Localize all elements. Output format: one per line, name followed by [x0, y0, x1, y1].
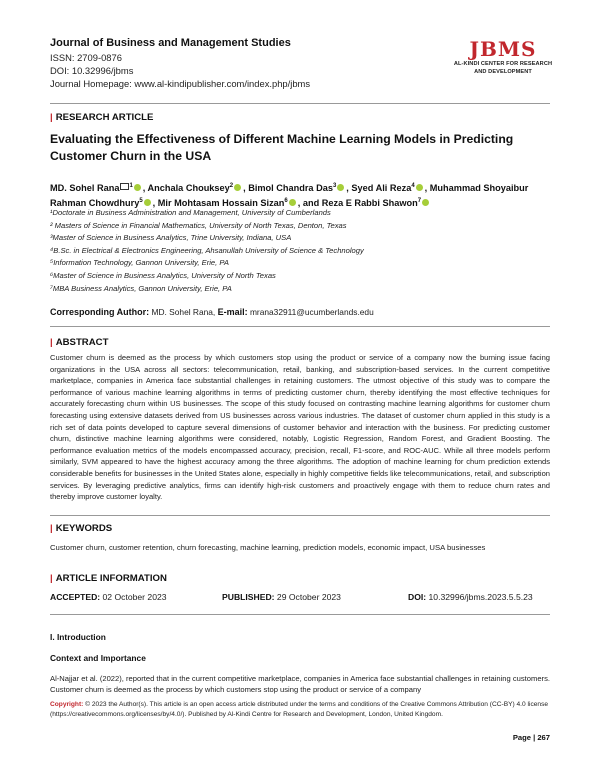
corresponding-author: Corresponding Author: MD. Sohel Rana, E-mail: mrana32911@ucumberlands.edu [50, 307, 374, 317]
author-2: Anchala Chouksey$^2$ , [147, 183, 249, 194]
introduction-heading: I. Introduction [50, 632, 106, 642]
affiliation-1: ¹Doctorate in Business Administration and Management, University of Cumberlands [50, 208, 331, 217]
article-type-label: | RESEARCH ARTICLE [50, 112, 154, 123]
logo-line-2: AND DEVELOPMENT [474, 69, 532, 75]
orcid-icon[interactable] [234, 184, 241, 191]
affiliation-5: ⁵Information Technology, Gannon University, Erie, PA [50, 258, 229, 268]
logo-line-1: AL-KINDI CENTER FOR RESEARCH [453, 61, 553, 67]
abstract-label: | ABSTRACT [50, 337, 109, 348]
abstract-divider [50, 326, 550, 327]
journal-homepage[interactable]: Journal Homepage: www.al-kindipublisher.com/index.php/jbms [50, 78, 311, 89]
author-list [50, 180, 560, 210]
orcid-icon[interactable] [289, 199, 296, 206]
orcid-icon[interactable] [422, 199, 429, 206]
section-bar: | [50, 337, 53, 348]
author-1: MD. Sohel Rana $^1$ , [50, 183, 148, 194]
accepted-date: ACCEPTED: 02 October 2023 [50, 592, 167, 602]
journal-doi: DOI: 10.32996/jbms [50, 65, 134, 76]
article-info-label: | ARTICLE INFORMATION [50, 573, 167, 584]
author-7: Reza E Rabbi Shawon$^7$ [322, 198, 431, 208]
keywords-text: Customer churn, customer retention, churn forecasting, machine learning, prediction models, economic impact, USA businesses [50, 543, 486, 552]
keywords-label: | KEYWORDS [50, 523, 113, 534]
author-4: Syed Ali Reza$^4$ , [351, 183, 430, 194]
affiliation-4: ⁴B.Sc. in Electrical & Electronics Engineering, Ahsanullah University of Science & Technology [50, 245, 364, 255]
affiliation-2: ² Masters of Science in Financial Mathematics, University of North Texas, Denton, Texas [50, 220, 347, 230]
keywords-divider [50, 515, 550, 516]
mail-icon[interactable] [120, 183, 129, 190]
published-date: PUBLISHED: 29 October 2023 [222, 592, 341, 602]
section-bar: | [50, 573, 53, 584]
logo-mark: JBMS [469, 37, 537, 61]
header-divider [50, 103, 550, 104]
journal-issn: ISSN: 2709-0876 [50, 52, 122, 63]
journal-header [50, 37, 430, 90]
section-bar: | [50, 523, 53, 534]
page-number: Page | 267 [512, 733, 550, 742]
context-subheading: Context and Importance [50, 653, 146, 663]
orcid-icon[interactable] [144, 199, 151, 206]
author-3: Bimol Chandra Das$^3$ , [248, 183, 352, 194]
affiliation-7: ⁷MBA Business Analytics, Gannon University, Erie, PA [50, 283, 232, 293]
article-doi: DOI: 10.32996/jbms.2023.5.5.23 [408, 592, 533, 602]
article-title: Evaluating the Effectiveness of Different Machine Learning Models in Predicting Customer Churn in the USA [50, 132, 514, 163]
affiliation-list [50, 207, 560, 295]
corresponding-email[interactable]: mrana32911@ucumberlands.edu [249, 307, 374, 317]
orcid-icon[interactable] [416, 184, 423, 191]
orcid-icon[interactable] [134, 184, 141, 191]
section-bar: | [50, 112, 53, 123]
author-5: Muhammad Shoyaibur Rahman Chowdhury$^5$ , [50, 183, 529, 209]
orcid-icon[interactable] [337, 184, 344, 191]
copyright-notice: Copyright: © 2023 the Author(s). This article is an open access article distributed under the terms and conditions of the Creative Commons Attribution (CC-BY) 4.0 license (https://creativecommons.org/licenses/by/4.0/). Published by Al-Kindi Centre for Research and Development, London, United Kingdom. [50, 701, 549, 718]
author-6: Mir Mohtasam Hossain Sizan$^6$ , and [157, 198, 322, 209]
jbms-logo [448, 38, 558, 76]
journal-title: Journal of Business and Management Studies [50, 37, 291, 49]
abstract-text: Customer churn is deemed as the process by which customers stop using the product or service of a company now the burning issue facing organizations in the USA across all sectors: telecommunication, retail, banking, and subscription-based services. In the current competitive marketplace, companies in America face substantial challenges in retaining customers. The utmost objective of this study was to compare the performance of various machine learning algorithms in terms of predicting customer churn, thereby identifying the most effective techniques for accurately forecasting churn within US businesses. The scope of this study focused on contrasting machine learning algorithms for customer churn forecasting using extensive datasets derived from US businesses across various industries. The dataset of customer churn applied in this study is a rich set of data points developed to capture several dimensions of customer behavior and interaction with the business. For predicting customer churn, distinctive machine learning algorithms were considered, notably, Logistic Regression, Random Forest, and Gradient Boosting. The performance evaluation metrics of the models encompassed accuracy, precision, recall, F1-score, and ROC-AUC. While all three models perform similarly, SVM appeared to have the highest accuracy among the three algorithms. The adoption of machine learning for churn prediction extends considerable benefits for businesses in the United States alone, especially in highly competitive fields like telecommunications, retail, and subscription services. By leveraging predictive analytics, firms can identify high-risk customers and proactively engage with them to reduce churn rates and thereby improve customer loyalty. [50, 353, 550, 502]
info-divider [50, 614, 550, 615]
affiliation-3: ³Master of Science in Business Analytics, Trine University, Indiana, USA [50, 233, 292, 243]
introduction-text: Al-Najjar et al. (2022), reported that in the current competitive marketplace, companies in America face substantial challenges in retaining customers. Customer churn is deemed as the process by which customers stop using the product or service of a company [50, 674, 550, 695]
affiliation-6: ⁶Master of Science in Business Analytics, University of North Texas [50, 270, 276, 280]
